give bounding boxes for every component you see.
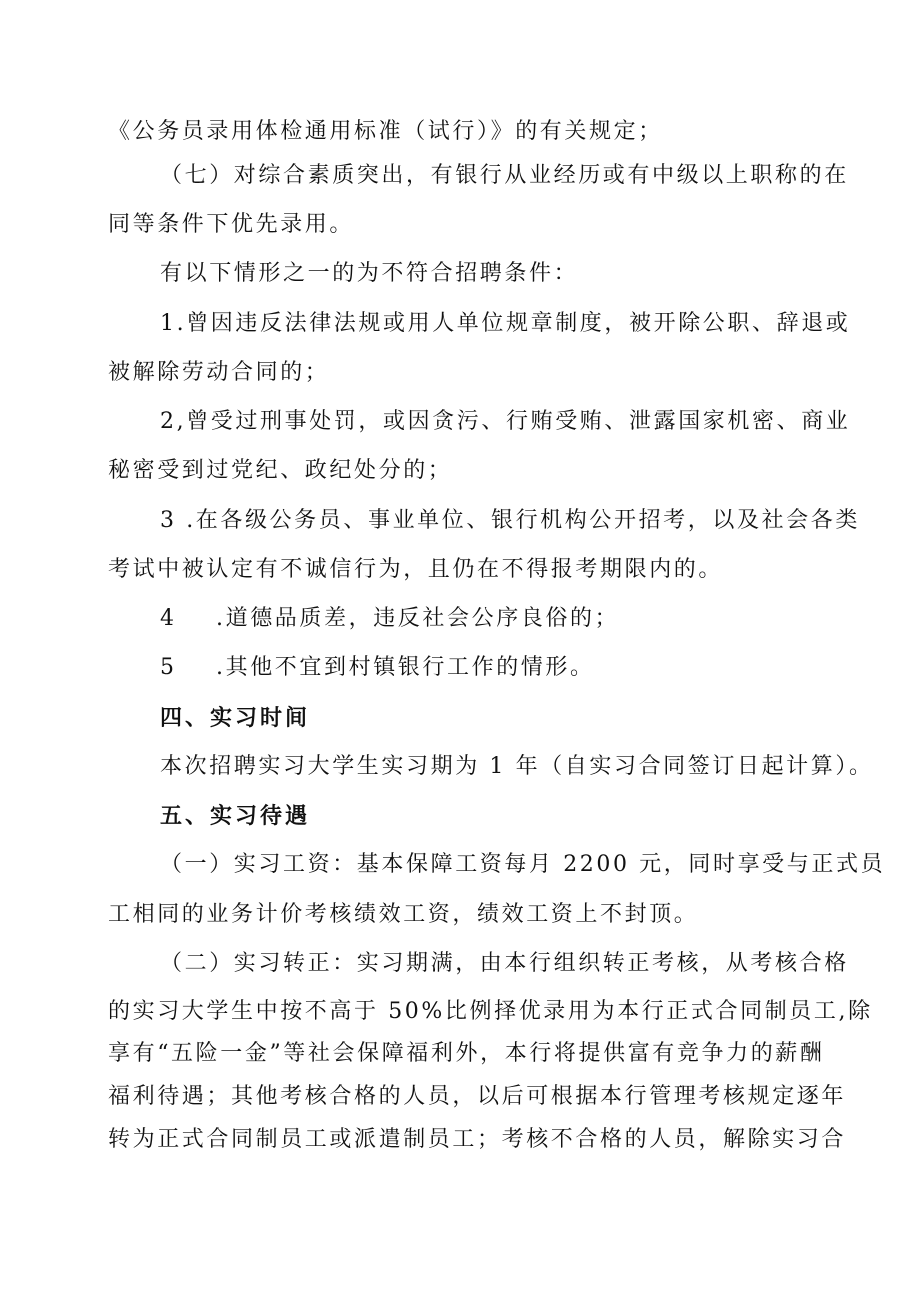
text-line: 转为正式合同制员工或派遣制员工；考核不合格的人员，解除实习合 [108, 1127, 847, 1152]
item-number-4: 4 [160, 606, 177, 631]
section-heading-internship-time: 四、实习时间 [160, 705, 311, 731]
text-line: 福利待遇；其他考核合格的人员，以后可根据本行管理考核规定逐年 [108, 1084, 847, 1109]
disqualification-item-3: 3 .在各级公务员、事业单位、银行机构公开招考，以及社会各类 [160, 508, 860, 533]
disqualification-item-5: .其他不宜到村镇银行工作的情形。 [216, 655, 595, 680]
item-number-5: 5 [160, 655, 177, 680]
disqualification-item-1: 1.曾因违反法律法规或用人单位规章制度，被开除公职、辞退或 [160, 311, 851, 336]
benefit-clause-2: （二）实习转正：实习期满，由本行组织转正考核，从考核合格 [160, 951, 849, 976]
clause-seven: （七）对综合素质突出，有银行从业经历或有中级以上职称的在 [160, 163, 849, 188]
text-line: 的实习大学生中按不高于 50%比例择优录用为本行正式合同制员工,除 [108, 999, 873, 1024]
text-line: 享有“五险一金”等社会保障福利外，本行将提供富有竞争力的薪酬 [108, 1041, 825, 1066]
text-line: 工相同的业务计价考核绩效工资，绩效工资上不封顶。 [108, 902, 699, 927]
disqualification-item-4: .道德品质差，违反社会公序良俗的； [216, 606, 620, 631]
text-line: 秘密受到过党纪、政纪处分的； [108, 458, 453, 483]
benefit-clause-1: （一）实习工资：基本保障工资每月 2200 元，同时享受与正式员 [160, 852, 886, 877]
text-line: 被解除劳动合同的； [108, 360, 330, 385]
text-line: 考试中被认定有不诚信行为，且仍在不得报考期限内的。 [108, 557, 724, 582]
disqualification-item-2: 2,曾受过刑事处罚，或因贪污、行贿受贿、泄露国家机密、商业 [160, 409, 851, 434]
disqualification-intro: 有以下情形之一的为不符合招聘条件： [160, 261, 579, 286]
internship-period-text: 本次招聘实习大学生实习期为 1 年（自实习合同签订日起计算）。 [160, 754, 874, 779]
text-line: 同等条件下优先录用。 [108, 212, 355, 237]
text-line: 《公务员录用体检通用标准（试行）》的有关规定； [108, 119, 663, 144]
section-heading-internship-benefits: 五、实习待遇 [160, 803, 311, 829]
